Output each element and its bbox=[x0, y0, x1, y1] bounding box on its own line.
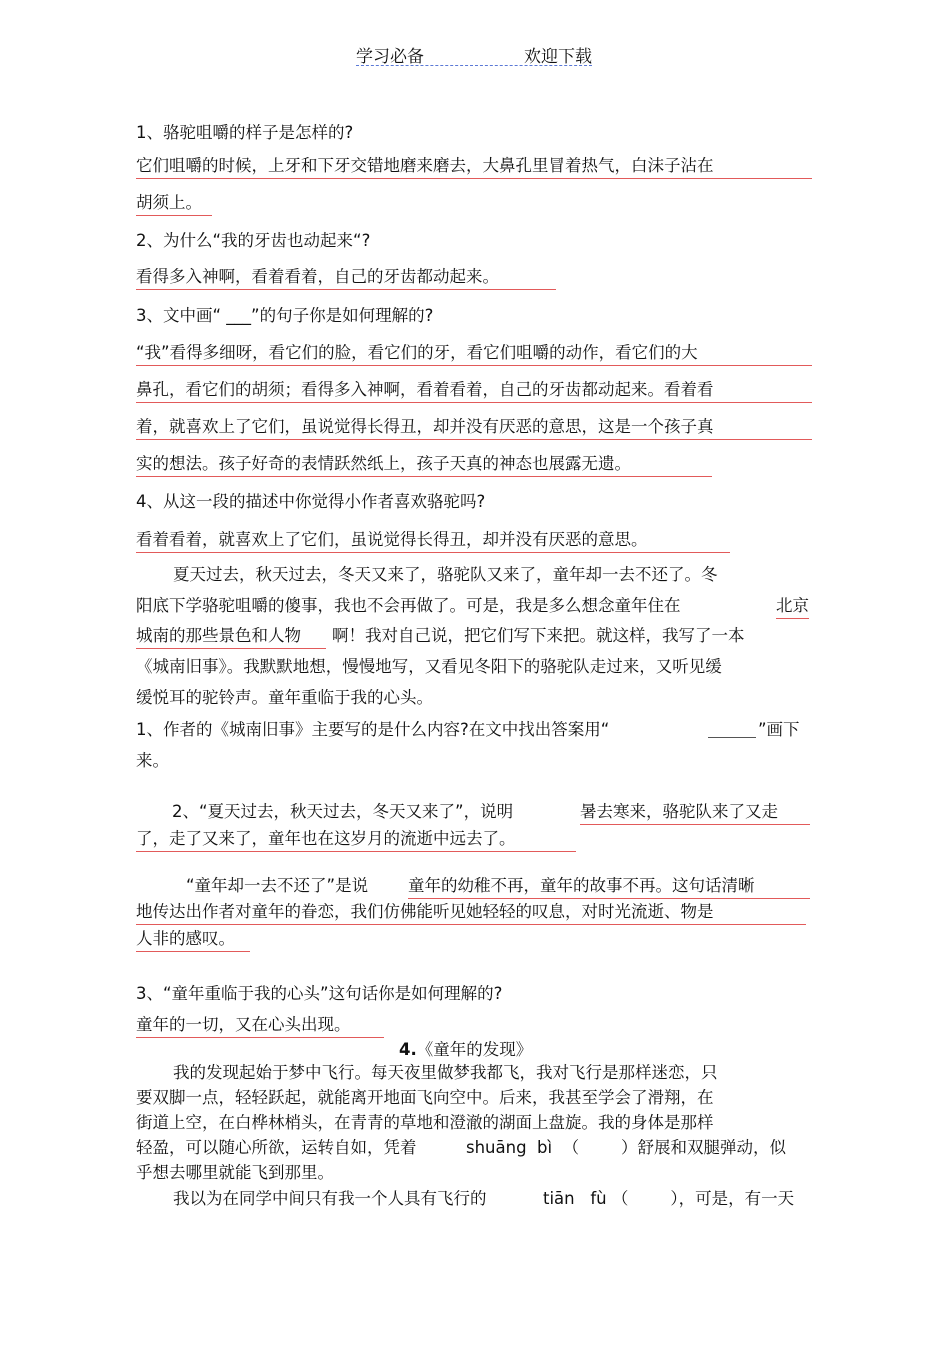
question-1: 1、骆驼咀嚼的样子是怎样的? bbox=[136, 123, 354, 142]
s2-answer-2-line-1: 暑去寒来，骆驼队来了又走 bbox=[580, 801, 810, 825]
s2-question-2b-prefix: “童年却一去不还了”是说 bbox=[186, 876, 369, 895]
s2-question-2-prefix: 2、“夏天过去，秋天过去，冬天又来了”，说明 bbox=[172, 802, 514, 821]
answer-3-line-3: 着，就喜欢上了它们，虽说觉得长得丑，却并没有厌恶的意思，这是一个孩子真 bbox=[136, 416, 812, 440]
answer-3-line-4: 实的想法。孩子好奇的表情跃然纸上，孩子天真的神态也展露无遗。 bbox=[136, 453, 712, 477]
passage-line-2a: 阳底下学骆驼咀嚼的傻事，我也不会再做了。可是，我是多么想念童年住在 bbox=[136, 596, 681, 615]
page-header bbox=[356, 41, 592, 66]
s3-p1-line-3: 街道上空，在白桦林梢头，在青青的草地和澄澈的湖面上盘旋。我的身体是那样 bbox=[136, 1113, 714, 1132]
header-left: 学习必备 bbox=[356, 47, 424, 67]
passage-line-3a: 城南的那些景色和人物 bbox=[136, 625, 326, 649]
s2-question-1a: 1、作者的《城南旧事》主要写的是什么内容?在文中找出答案用“ bbox=[136, 720, 610, 739]
passage-line-4: 《城南旧事》。我默默地想，慢慢地写，又看见冬阳下的骆驼队走过来，又听见缓 bbox=[136, 657, 722, 676]
passage-line-1: 夏天过去，秋天过去，冬天又来了，骆驼队又来了，童年却一去不还了。冬 bbox=[173, 565, 718, 584]
s2-answer-2-line-2: 了，走了又来了，童年也在这岁月的流逝中远去了。 bbox=[136, 828, 576, 852]
s2-question-1b: ”画下 bbox=[758, 720, 800, 739]
s3-p1-line-4a: 轻盈，可以随心所欲，运转自如，凭着 bbox=[136, 1138, 417, 1157]
header-right: 欢迎下载 bbox=[524, 47, 592, 67]
passage-line-5: 缓悦耳的驼铃声。童年重临于我的心头。 bbox=[136, 688, 433, 707]
answer-1-line-2: 胡须上。 bbox=[136, 192, 212, 216]
s3-p1-line-4b: shuāng bì （ ）舒展和双腿弹动，似 bbox=[466, 1138, 787, 1157]
answer-3-line-2: 鼻孔，看它们的胡须；看得多入神啊，看着看着，自己的牙齿都动起来。看着看 bbox=[136, 379, 812, 403]
question-2: 2、为什么“我的牙齿也动起来“? bbox=[136, 231, 371, 250]
question-3: 3、文中画“ ___”的句子你是如何理解的? bbox=[136, 306, 434, 325]
question-4: 4、从这一段的描述中你觉得小作者喜欢骆驼吗? bbox=[136, 492, 486, 511]
answer-1-line-1: 它们咀嚼的时候，上牙和下牙交错地磨来磨去，大鼻孔里冒着热气，白沫子沾在 bbox=[136, 155, 812, 179]
passage-line-3b: 啊！我对自己说，把它们写下来把。就这样，我写了一本 bbox=[332, 626, 745, 645]
s2-answer-2b-line-2: 地传达出作者对童年的眷恋，我们仿佛能听见她轻轻的叹息，对时光流逝、物是 bbox=[136, 901, 806, 925]
section-title-text: 《童年的发现》 bbox=[416, 1040, 533, 1059]
s2-question-1c: 来。 bbox=[136, 751, 169, 770]
s2-question-3: 3、“童年重临于我的心头”这句话你是如何理解的? bbox=[136, 984, 503, 1003]
answer-3-line-1: “我”看得多细呀，看它们的脸，看它们的牙，看它们咀嚼的动作，看它们的大 bbox=[136, 342, 812, 366]
s3-p1-line-1: 我的发现起始于梦中飞行。每天夜里做梦我都飞，我对飞行是那样迷恋，只 bbox=[173, 1063, 718, 1082]
s2-answer-3: 童年的一切，又在心头出现。 bbox=[136, 1014, 384, 1038]
s2-answer-2b-line-3: 人非的感叹。 bbox=[136, 928, 250, 952]
s3-p1-line-2: 要双脚一点，轻轻跃起，就能离开地面飞向空中。后来，我甚至学会了滑翔，在 bbox=[136, 1088, 714, 1107]
section-title bbox=[399, 1039, 532, 1061]
blank-line bbox=[708, 737, 756, 738]
passage-line-2b: 北京 bbox=[776, 595, 809, 619]
section-title-number: 4. bbox=[399, 1040, 417, 1059]
s2-answer-2b-line-1: 童年的幼稚不再，童年的故事不再。这句话清晰 bbox=[408, 875, 810, 899]
s3-p2-line-1a: 我以为在同学中间只有我一个人具有飞行的 bbox=[173, 1189, 487, 1208]
s3-p2-line-1b: tiān fù （ ），可是，有一天 bbox=[543, 1189, 795, 1208]
s3-p1-line-5: 乎想去哪里就能飞到那里。 bbox=[136, 1163, 334, 1182]
answer-4: 看着看着，就喜欢上了它们，虽说觉得长得丑，却并没有厌恶的意思。 bbox=[136, 529, 730, 553]
answer-2: 看得多入神啊，看着看着，自己的牙齿都动起来。 bbox=[136, 266, 556, 290]
